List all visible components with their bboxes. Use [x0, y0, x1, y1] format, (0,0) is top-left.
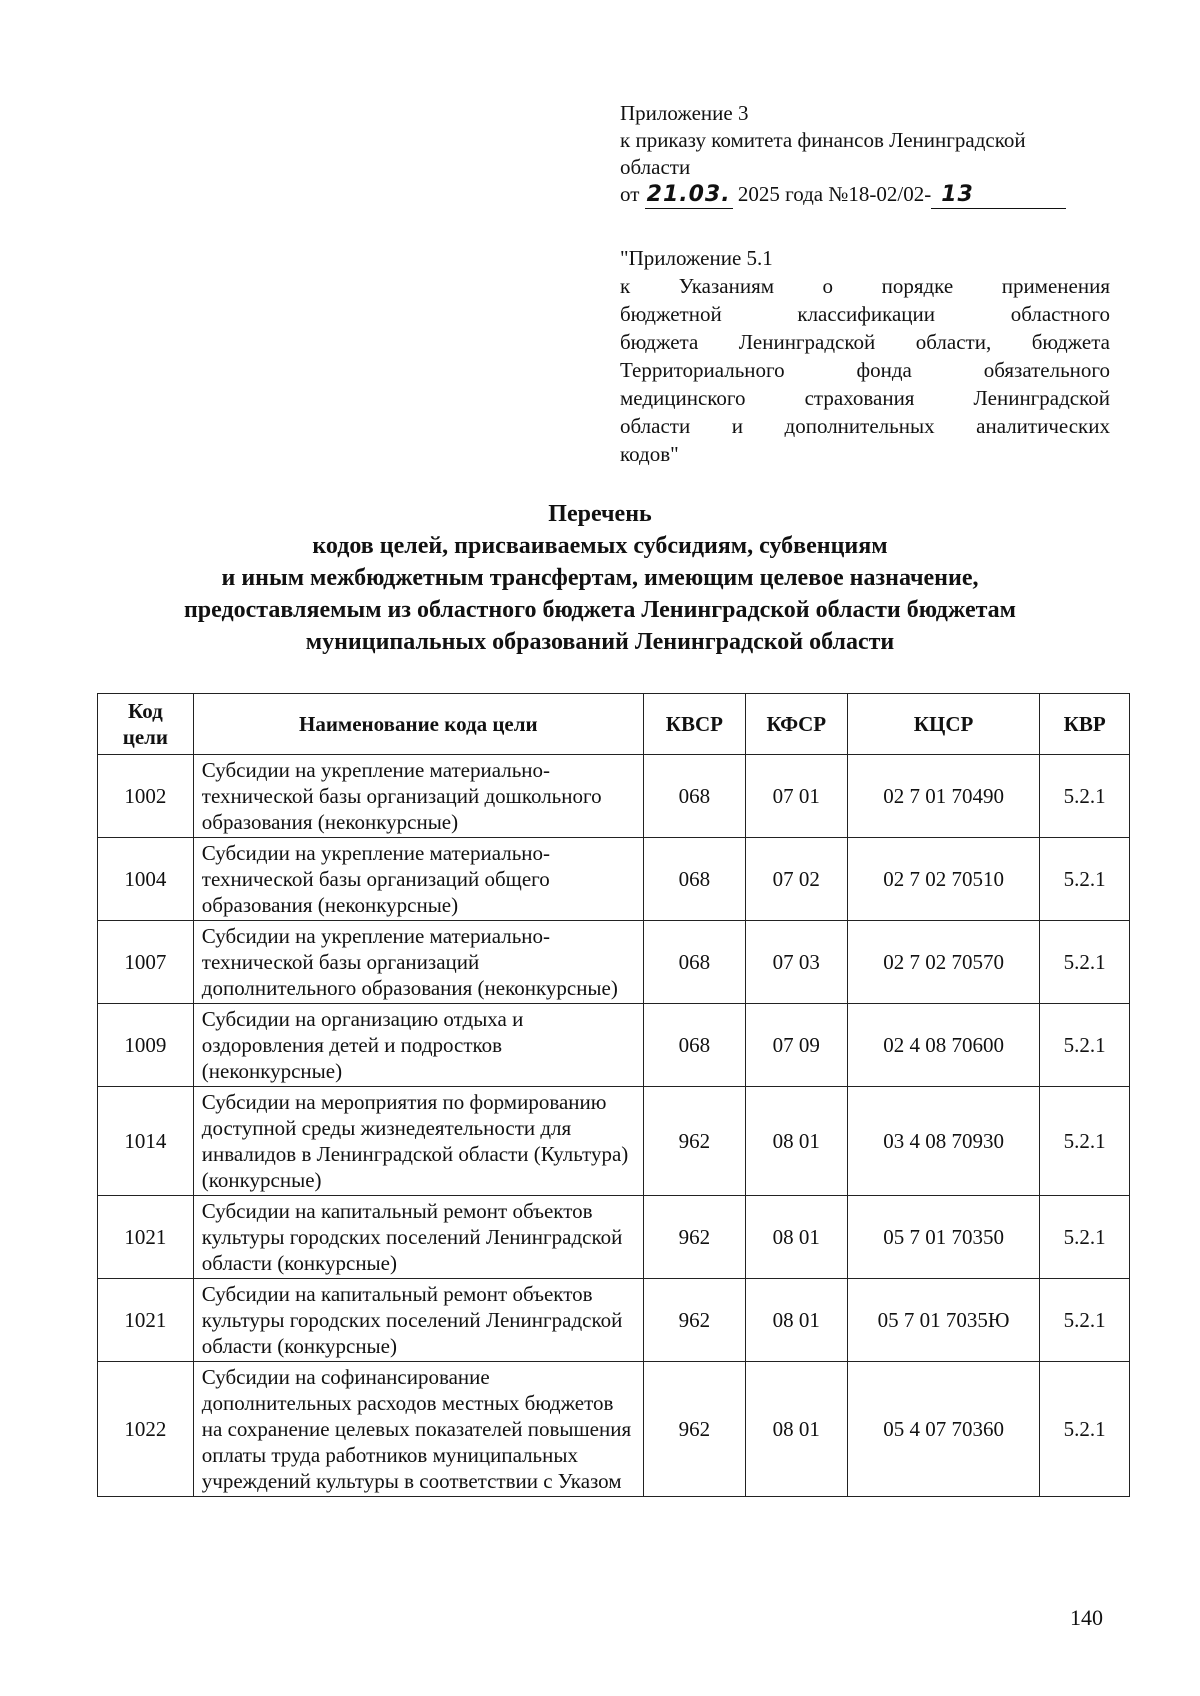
- appendix2-line-6: медицинского страхования Ленинградской: [620, 386, 1110, 410]
- cell-kfsr: 07 02: [745, 838, 847, 921]
- cell-name: Субсидии на софинансирование дополнительных расходов местных бюджетов на сохранение целевых показателей повышения оплаты труда работников муниципальных учреждений культуры в соответствии с Указом: [193, 1362, 643, 1497]
- header-kcsr: КЦСР: [847, 694, 1040, 755]
- cell-kcsr: 02 7 02 70570: [847, 921, 1040, 1004]
- date-text: 2025 года №18-02/02-: [737, 182, 932, 206]
- table-row: [98, 1279, 1130, 1362]
- appendix2-line-7: области и дополнительных аналитических: [620, 414, 1110, 438]
- document-title: [60, 498, 1140, 658]
- cell-kvsr: 068: [643, 921, 745, 1004]
- header-kfsr: КФСР: [745, 694, 847, 755]
- cell-kcsr: 03 4 08 70930: [847, 1087, 1040, 1196]
- cell-code: 1009: [98, 1004, 194, 1087]
- cell-kvr: 5.2.1: [1040, 1004, 1130, 1087]
- cell-kfsr: 08 01: [745, 1279, 847, 1362]
- cell-kvr: 5.2.1: [1040, 1087, 1130, 1196]
- table-row: [98, 838, 1130, 921]
- cell-kvsr: 962: [643, 1196, 745, 1279]
- cell-kcsr: 02 4 08 70600: [847, 1004, 1040, 1087]
- cell-kfsr: 07 01: [745, 755, 847, 838]
- appendix-5-1-header: [620, 244, 1110, 468]
- table-row: [98, 1087, 1130, 1196]
- cell-kvsr: 962: [643, 1087, 745, 1196]
- cell-code: 1002: [98, 755, 194, 838]
- cell-kvr: 5.2.1: [1040, 921, 1130, 1004]
- header-name: Наименование кода цели: [193, 694, 643, 755]
- table-row: [98, 755, 1130, 838]
- appendix-line-3: области: [620, 155, 691, 179]
- cell-kfsr: 08 01: [745, 1362, 847, 1497]
- cell-kvr: 5.2.1: [1040, 755, 1130, 838]
- header-kvsr: КВСР: [643, 694, 745, 755]
- cell-code: 1007: [98, 921, 194, 1004]
- cell-kvr: 5.2.1: [1040, 1196, 1130, 1279]
- cell-kvsr: 068: [643, 1004, 745, 1087]
- appendix2-line-5: Территориального фонда обязательного: [620, 358, 1110, 382]
- table-row: [98, 1362, 1130, 1497]
- cell-code: 1021: [98, 1196, 194, 1279]
- cell-name: Субсидии на укрепление материально-технической базы организаций дополнительного образования (неконкурсные): [193, 921, 643, 1004]
- cell-kcsr: 02 7 01 70490: [847, 755, 1040, 838]
- cell-kfsr: 07 09: [745, 1004, 847, 1087]
- appendix2-line-3: бюджетной классификации областного: [620, 302, 1110, 326]
- cell-kcsr: 05 7 01 70350: [847, 1196, 1040, 1279]
- cell-code: 1004: [98, 838, 194, 921]
- table-header-row: [98, 694, 1130, 755]
- appendix2-line-1: "Приложение 5.1: [620, 246, 773, 270]
- appendix2-line-8: кодов": [620, 442, 679, 466]
- cell-code: 1014: [98, 1087, 194, 1196]
- appendix-line-2: к приказу комитета финансов Ленинградской: [620, 128, 1026, 152]
- cell-kvr: 5.2.1: [1040, 838, 1130, 921]
- table-row: [98, 1196, 1130, 1279]
- date-prefix: от: [620, 182, 640, 206]
- page-number: 140: [1070, 1605, 1103, 1630]
- header-code: Код цели: [98, 694, 194, 755]
- table-row: [98, 1004, 1130, 1087]
- target-codes-table: [97, 693, 1130, 1497]
- cell-code: 1021: [98, 1279, 194, 1362]
- cell-kfsr: 07 03: [745, 921, 847, 1004]
- order-number-field: [931, 181, 1066, 209]
- cell-name: Субсидии на укрепление материально-технической базы организаций общего образования (неконкурсные): [193, 838, 643, 921]
- handwritten-date: 21.03.: [646, 182, 731, 207]
- cell-kvsr: 068: [643, 755, 745, 838]
- title-line-5: муниципальных образований Ленинградской области: [305, 629, 895, 655]
- appendix2-line-2: к Указаниям о порядке применения: [620, 274, 1110, 298]
- cell-code: 1022: [98, 1362, 194, 1497]
- order-date-line: [620, 181, 1110, 209]
- cell-name: Субсидии на капитальный ремонт объектов культуры городских поселений Ленинградской области (конкурсные): [193, 1279, 643, 1362]
- header-kvr: КВР: [1040, 694, 1130, 755]
- cell-name: Субсидии на мероприятия по формированию доступной среды жизнедеятельности для инвалидов в Ленинградской области (Культура) (конкурсные): [193, 1087, 643, 1196]
- cell-name: Субсидии на организацию отдыха и оздоровления детей и подростков (неконкурсные): [193, 1004, 643, 1087]
- table-row: [98, 921, 1130, 1004]
- title-line-3: и иным межбюджетным трансфертам, имеющим целевое назначение,: [221, 565, 979, 591]
- appendix-header: [620, 100, 1110, 209]
- cell-kvsr: 068: [643, 838, 745, 921]
- cell-kvr: 5.2.1: [1040, 1362, 1130, 1497]
- cell-kcsr: 05 4 07 70360: [847, 1362, 1040, 1497]
- handwritten-number: 13: [941, 182, 974, 207]
- cell-kfsr: 08 01: [745, 1087, 847, 1196]
- cell-kvsr: 962: [643, 1279, 745, 1362]
- cell-kvsr: 962: [643, 1362, 745, 1497]
- cell-name: Субсидии на укрепление материально-технической базы организаций дошкольного образования (неконкурсные): [193, 755, 643, 838]
- cell-kfsr: 08 01: [745, 1196, 847, 1279]
- cell-kvr: 5.2.1: [1040, 1279, 1130, 1362]
- title-line-2: кодов целей, присваиваемых субсидиям, субвенциям: [312, 533, 888, 559]
- appendix2-line-4: бюджета Ленинградской области, бюджета: [620, 330, 1110, 354]
- cell-name: Субсидии на капитальный ремонт объектов культуры городских поселений Ленинградской области (конкурсные): [193, 1196, 643, 1279]
- appendix-line-1: Приложение 3: [620, 101, 749, 125]
- title-line-1: Перечень: [548, 501, 652, 527]
- cell-kcsr: 02 7 02 70510: [847, 838, 1040, 921]
- cell-kcsr: 05 7 01 7035Ю: [847, 1279, 1040, 1362]
- title-line-4: предоставляемым из областного бюджета Ленинградской области бюджетам: [183, 597, 1017, 623]
